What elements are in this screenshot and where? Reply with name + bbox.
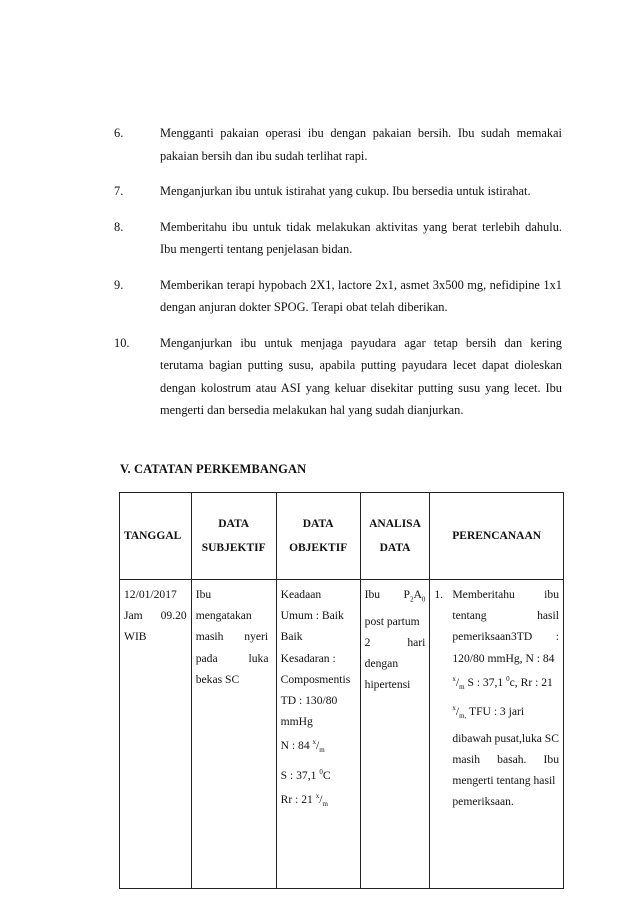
analisa-day-label: hari <box>407 635 426 649</box>
subjektif-line: bekas SC <box>195 672 240 686</box>
progress-table <box>119 492 564 889</box>
analisa-line: post partum <box>364 614 420 628</box>
objektif-keadaan-baik: Baik <box>280 630 303 644</box>
plan-word: hasil <box>537 609 559 623</box>
header-data-subjektif <box>191 493 276 580</box>
plan-line: $^x/_{m,}$ TFU : 3 jari <box>452 704 525 721</box>
subjektif-line: Ibu <box>195 588 212 601</box>
time-zone: WIB <box>124 630 147 644</box>
degree-sup: 0 <box>506 674 510 683</box>
objektif-suhu <box>281 762 356 786</box>
unit-sup: x <box>315 791 320 800</box>
objektif-composmentis: Composmentis <box>280 672 351 686</box>
objektif-nadi: N : 84 $^x/_m$ <box>280 738 325 755</box>
list-item-number: 10. <box>114 335 130 350</box>
cell-perencanaan <box>430 580 564 889</box>
list-item <box>114 332 562 422</box>
list-item <box>114 274 562 319</box>
plan-word: tentang <box>452 609 487 623</box>
list-item-text: Memberitahu ibu untuk tidak melakukan aktivitas yang berat terlebih dahulu. Ibu mengerti tentang penjelasan bidan. <box>160 219 562 256</box>
plan-line: 120/80 mmHg, N : 84 <box>452 651 555 665</box>
plan-word: c, Rr : 21 <box>509 675 553 689</box>
analisa-ibu: Ibu <box>364 588 381 601</box>
header-label: ANALISA <box>369 518 421 530</box>
time-label: Jam <box>124 609 143 623</box>
analisa-line: dengan <box>364 656 399 670</box>
analisa-line: hipertensi <box>364 678 411 692</box>
cell-tanggal <box>120 580 192 889</box>
subjektif-line: pada luka <box>195 651 269 665</box>
celsius-unit: C <box>322 768 331 782</box>
section-title: V. CATATAN PERKEMBANGAN <box>120 462 307 476</box>
unit-sup: x <box>312 738 317 747</box>
analisa-pa <box>404 584 426 611</box>
subjektif-line: masih nyeri <box>195 630 269 644</box>
objektif-respirasi: Rr : 21 $^x/_m$ <box>280 791 328 809</box>
intervention-list <box>114 122 562 435</box>
objektif-keadaan: Keadaan <box>280 588 322 601</box>
plan-line <box>452 626 559 647</box>
date-value: 12/01/2017 <box>124 588 177 601</box>
plan-word: basah. <box>497 752 527 766</box>
cell-subjektif <box>191 580 276 889</box>
header-label: SUBJEKTIF <box>201 542 266 554</box>
plan-line: $^x/_m$ S : 37,1 $^0$c, Rr : 21 <box>452 674 553 691</box>
plan-item <box>434 584 559 812</box>
plan-line: mengerti tentang hasil <box>452 773 556 787</box>
rr-value: Rr : 21 <box>280 792 313 806</box>
subjektif-line: mengatakan <box>195 609 252 623</box>
table-header-row <box>120 493 564 580</box>
analisa-p: P <box>403 588 410 601</box>
plan-line <box>452 584 559 605</box>
plan-word: Ibu <box>543 752 559 766</box>
plan-word: masih <box>452 752 481 766</box>
list-item-text: Mengganti pakaian operasi ibu dengan pakaian bersih. Ibu sudah memakai pakaian bersih dan ibu sudah terlihat rapi. <box>160 126 562 163</box>
plan-line: dibawah pusat,luka SC <box>452 731 559 745</box>
time-line <box>124 605 187 626</box>
list-item <box>114 180 562 203</box>
list-item <box>114 122 562 167</box>
objektif-keadaan-umum: Umum : Baik <box>280 609 344 623</box>
objektif-td: TD : 130/80 <box>280 694 338 708</box>
unit-sub: m <box>319 746 325 755</box>
list-item <box>114 216 562 261</box>
plan-line <box>452 749 559 770</box>
header-data-objektif <box>276 493 360 580</box>
header-label: PERENCANAAN <box>452 530 542 542</box>
unit-sup: x <box>452 674 456 683</box>
analisa-a: A <box>413 588 422 601</box>
plan-text <box>452 584 559 812</box>
analisa-day-count: 2 <box>364 635 371 649</box>
list-item-number: 6. <box>114 126 124 140</box>
header-label: DATA <box>302 518 334 530</box>
cell-analisa <box>360 580 430 889</box>
plan-line <box>452 605 559 626</box>
list-item-number: 7. <box>114 184 124 198</box>
analisa-line <box>365 584 426 611</box>
header-label: OBJEKTIF <box>289 542 348 554</box>
analisa-p-sub: 2 <box>410 595 414 604</box>
plan-line: pemeriksaan. <box>452 795 514 809</box>
analisa-line <box>365 632 426 653</box>
unit-sub: m <box>459 682 465 691</box>
list-item-number: 9. <box>114 277 124 292</box>
plan-number: 1. <box>434 588 444 601</box>
time-value: 09.20 <box>160 609 187 623</box>
list-item-number: 8. <box>114 219 124 234</box>
unit-sub: m, <box>459 712 467 721</box>
list-item-text: Menganjurkan ibu untuk menjaga payudara agar tetap bersih dan kering terutama bagian putting susu, apabila putting payudara lecet dapat dioleskan dengan kolostrum atau ASI yang keluar disekitar putting susu yang lecet. Ibu mengerti dan bersedia melakukan hal yang sudah dianjurkan. <box>160 335 562 417</box>
plan-word: ibu <box>544 588 559 601</box>
nadi-value: N : 84 <box>280 739 310 753</box>
analisa-a-sub: 0 <box>421 595 426 604</box>
list-item-text: Memberikan terapi hypobach 2X1, lactore 2x1, asmet 3x500 mg, nefidipine 1x1 dengan anjuran dokter SPOG. Terapi obat telah diberikan. <box>160 277 562 314</box>
header-label: DATA <box>218 518 250 530</box>
list-item-text: Menganjurkan ibu untuk istirahat yang cukup. Ibu bersedia untuk istirahat. <box>160 184 531 198</box>
plan-word: Memberitahu <box>452 588 515 601</box>
header-analisa-data <box>360 493 430 580</box>
plan-word: TFU : 3 jari <box>469 705 525 719</box>
header-perencanaan <box>430 493 564 580</box>
header-tanggal <box>120 493 192 580</box>
suhu-value: S : 37,1 <box>280 768 317 782</box>
unit-sub: m <box>322 800 328 809</box>
degree-sup: 0 <box>319 767 323 776</box>
header-label: DATA <box>379 542 411 554</box>
plan-word: : <box>555 630 559 644</box>
plan-word: pemeriksaan3TD <box>452 630 533 644</box>
plan-word: S : 37,1 <box>467 675 504 689</box>
table-row <box>120 580 564 889</box>
objektif-mmhg: mmHg <box>280 715 313 729</box>
cell-objektif <box>276 580 360 889</box>
unit-sup: x <box>452 704 456 713</box>
header-tanggal-label: TANGGAL <box>124 530 182 542</box>
objektif-kesadaran: Kesadaran : <box>280 651 336 665</box>
